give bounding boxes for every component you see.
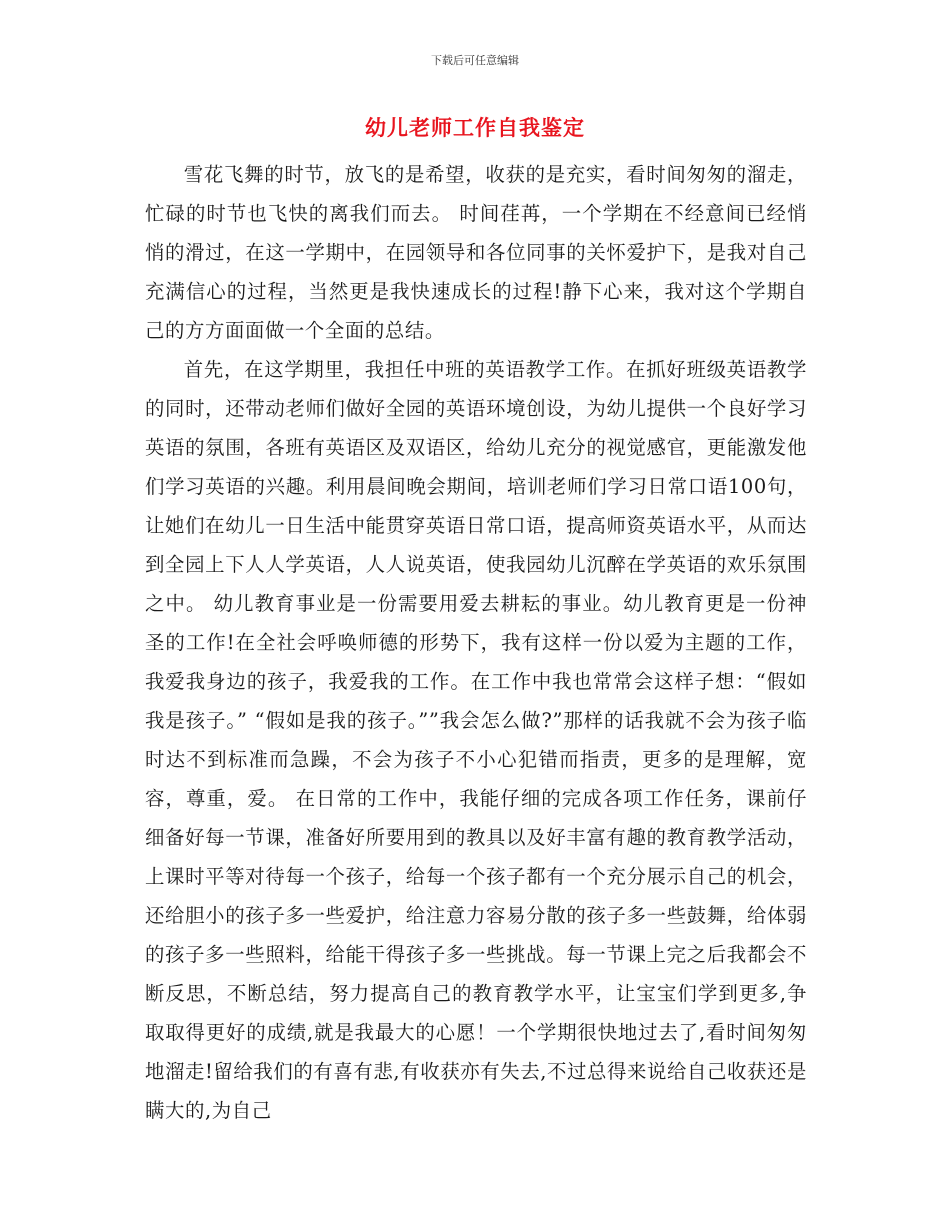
page-header-note: 下载后可任意编辑 <box>431 54 519 67</box>
document-title: 幼儿老师工作自我鉴定 <box>365 115 585 140</box>
paragraph-work-summary: 首先，在这学期里，我担任中班的英语教学工作。在抓好班级英语教学的同时，还带动老师们做好全园的英语环境创设，为幼儿提供一个良好学习英语的氛围，各班有英语区及双语区，给幼儿充分的视觉感官，更能激发他们学习英语的兴趣。利用晨间晚会期间，培训老师们学习日常口语100句，让她们在幼儿一日生活中能贯穿英语日常口语，提高师资英语水平，从而达到全园上下人人学英语，人人说英语，使我园幼儿沉醉在学英语的欢乐氛围之中。 幼儿教育事业是一份需要用爱去耕耘的事业。幼儿教育更是一份神圣的工作!在全社会呼唤师德的形势下，我有这样一份以爱为主题的工作，我爱我身边的孩子，我爱我的工作。在工作中我也常常会这样子想：“假如我是孩子。” “假如是我的孩子。””我会怎么做?”那样的话我就不会为孩子临时达不到标准而急躁，不会为孩子不小心犯错而指责，更多的是理解，宽容，尊重，爱。 在日常的工作中，我能仔细的完成各项工作任务，课前仔细备好每一节课，准备好所要用到的教具以及好丰富有趣的教育教学活动，上课时平等对待每一个孩子，给每一个孩子都有一个充分展示自己的机会，还给胆小的孩子多一些爱护，给注意力容易分散的孩子多一些鼓舞，给体弱的孩子多一些照料，给能干得孩子多一些挑战。每一节课上完之后我都会不断反思，不断总结，努力提高自己的教育教学水平，让宝宝们学到更多,争取取得更好的成绩,就是我最大的心愿！一个学期很快地过去了,看时间匆匆地溜走!留给我们的有喜有悲,有收获亦有失去,不过总得来说给自己收获还是瞒大的,为自己 <box>145 358 807 1122</box>
document-body <box>145 155 807 1130</box>
paragraph-intro: 雪花飞舞的时节，放飞的是希望，收获的是充实，看时间匆匆的溜走，忙碌的时节也飞快的离我们而去。 时间荏苒，一个学期在不经意间已经悄悄的滑过，在这一学期中，在园领导和各位同事的关怀爱护下，是我对自己充满信心的过程，当然更是我快速成长的过程!静下心来，我对这个学期自己的方方面面做一个全面的总结。 <box>145 163 807 342</box>
